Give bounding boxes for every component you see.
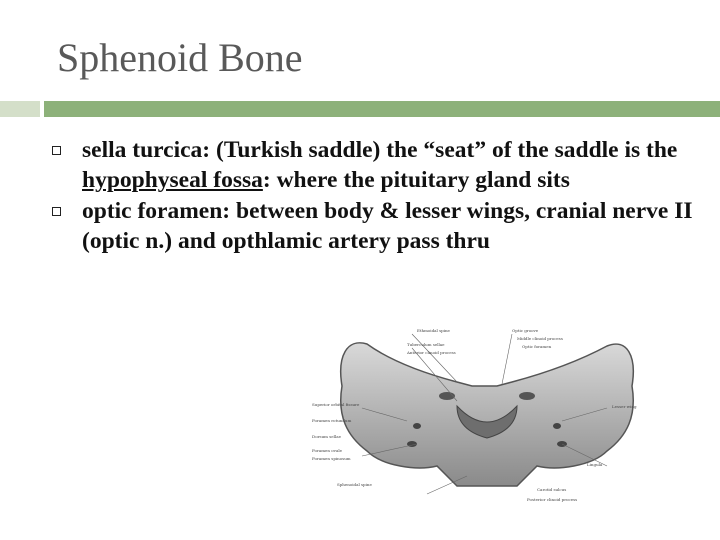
bullet-text: optic foramen: between body & lesser wings, cranial nerve II (optic n.) and opthlamic artery pass thru [82, 198, 693, 254]
figure-label: Middle clinoid process [517, 336, 563, 341]
bullet-list [52, 135, 702, 257]
bullet-text [82, 135, 702, 195]
foramen-rotundum-shape [413, 423, 421, 429]
figure-label: Sphenoidal spine [337, 482, 372, 487]
title-rule-accent [0, 101, 40, 117]
sphenoid-bone-illustration [307, 326, 664, 506]
foramen-rotundum-shape [553, 423, 561, 429]
square-bullet-icon [52, 207, 61, 216]
title-rule [44, 101, 720, 117]
figure-label: Optic groove [512, 328, 539, 333]
figure-label: Carotid sulcus [537, 487, 567, 492]
square-bullet-icon [52, 146, 61, 155]
figure-label: Dorsum sellae [312, 434, 341, 439]
figure-label: Ethmoidal spine [417, 328, 450, 333]
sphenoid-bone-drawing [307, 326, 664, 506]
figure-label: Lesser wing [612, 404, 637, 409]
bullet-text-part: sella turcica: (Turkish saddle) the “seat” of the saddle is the [82, 137, 678, 163]
hypophyseal-fossa-term: hypophyseal fossa [82, 167, 263, 193]
bullet-item-optic-foramen [52, 196, 702, 256]
figure-label: Lingula [587, 462, 603, 467]
figure-label: Posterior clinoid process [527, 497, 578, 502]
figure-label: Foramen rotundum [312, 418, 352, 423]
figure-label: Foramen ovale [312, 448, 342, 453]
figure-label: Anterior clinoid process [407, 350, 456, 355]
bullet-text-part: : where the pituitary gland sits [262, 167, 570, 193]
slide-title: Sphenoid Bone [57, 35, 303, 80]
figure-label: Optic foramen [522, 344, 552, 349]
optic-foramen-shape [519, 392, 535, 400]
figure-label: Superior orbital fissure [312, 402, 360, 407]
figure-label: Tuberculum sellae [407, 342, 445, 347]
figure-label: Foramen spinosum [312, 456, 351, 461]
bullet-item-sella-turcica [52, 135, 702, 195]
